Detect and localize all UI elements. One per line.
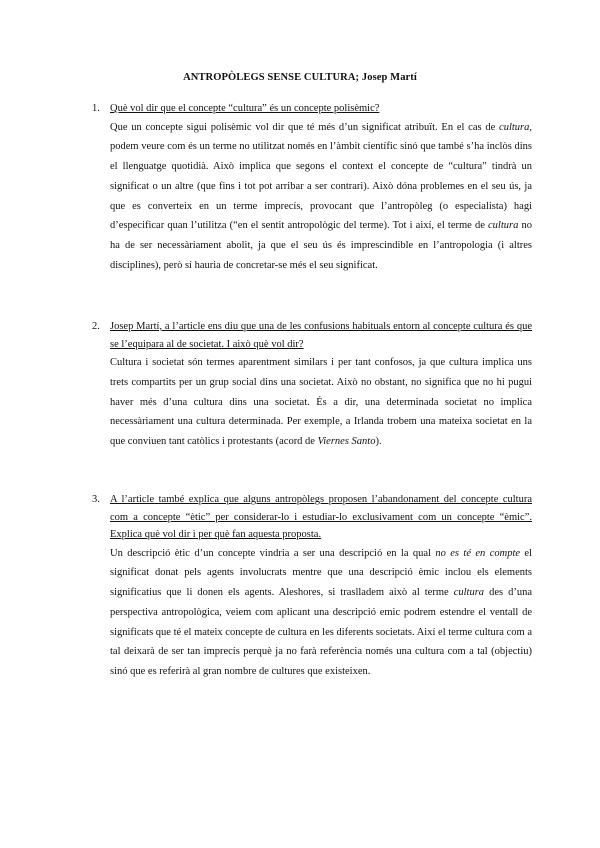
answer-emphasis: no es té en compte bbox=[435, 547, 521, 559]
answer-part: , podem veure com és un terme no utilitzat només en l’àmbit científic sinó que també s’ha inclòs dins el llenguatge quotidià. Això implica que segons el context el concepte de “cultura” tindrà un significat o un altre (que fins i tot pot arribar a ser contrari). Això dóna problemes en el seu ús, ja que es converteix en un terme imprecís, provocant que l’antropòleg (o especialista) hagi d’especificar quan l’utilitza (“en el sentit antropològic del terme). Tot i així, el terme de bbox=[110, 121, 532, 232]
question-number: 3. bbox=[92, 494, 100, 505]
question-row bbox=[92, 318, 532, 353]
section-1 bbox=[92, 100, 532, 276]
question-number: 1. bbox=[92, 103, 100, 114]
answer-emphasis: cultura bbox=[488, 220, 519, 232]
answer-part: ). bbox=[375, 436, 382, 448]
answer-part: Que un concepte sigui polisèmic vol dir que té més d’un significat atribuït. En el cas de bbox=[110, 121, 500, 133]
section-2 bbox=[92, 318, 532, 452]
answer-part: Un descripció ètic d’un concepte vindria a ser una descripció en la qual bbox=[110, 547, 436, 559]
section-3 bbox=[92, 491, 532, 682]
question-number: 2. bbox=[92, 321, 100, 332]
question-text: Què vol dir que el concepte “cultura” és un concepte polisèmic? bbox=[110, 103, 380, 114]
question-text: A l’article també explica que alguns antropòlegs proposen l’abandonament del concepte cultura com a concepte “ètic” per considerar-lo i estudiar-lo exclusivament com un concepte “èmic”. Explica què vol dir i per què fan aquesta proposta. bbox=[110, 494, 532, 540]
answer-text bbox=[110, 353, 532, 452]
question-text: Josep Martí, a l’article ens diu que una de les confusions habituals entorn al concepte cultura és que se l’equipara al de societat. I això què vol dir? bbox=[110, 321, 532, 350]
answer-text bbox=[110, 544, 532, 683]
answer-part: el significat donat pels agents involucrats mentre que una descripció èmic inclou els elements significatius que li donen els agents. Aleshores, si traslladem això al terme bbox=[110, 547, 533, 599]
question-row bbox=[92, 491, 532, 544]
answer-emphasis: Viernes Santo bbox=[317, 436, 376, 448]
answer-part: no ha de ser necessàriament abolit, ja que el seu ús és imprescindible en l’antropologia (i altres disciplines), però sí hauria de concretar-se més el seu significat. bbox=[110, 220, 533, 272]
answer-part: des d’una perspectiva antropològica, veiem com aplicant una descripció emic podrem estendre el ventall de significats que té el mateix concepte de cultura en les diferents societats. Així el terme cultura com a tal deixarà de ser tan imprecís perquè ja no farà referència només una cultura com a tal (objectiu) sinó que es referirà al gran nombre de cultures que existeixen. bbox=[110, 587, 532, 678]
answer-text bbox=[110, 118, 532, 276]
question-row bbox=[92, 100, 532, 118]
answer-part: Cultura i societat són termes aparentment similars i per tant confosos, ja que cultura implica uns trets compartits per un grup social dins una societat. Això no obstant, no significa que no hi pugui haver més d’una cultura dins una societat. És a dir, una determinada societat no implica necessàriament una cultura determinada. Per exemple, a Irlanda trobem una mateixa societat en la que conviuen tant catòlics i protestants (acord de bbox=[110, 357, 532, 448]
document-title: ANTROPÒLEGS SENSE CULTURA; Josep Martí bbox=[183, 72, 417, 83]
answer-emphasis: cultura bbox=[453, 587, 485, 599]
answer-emphasis: cultura bbox=[499, 121, 530, 133]
